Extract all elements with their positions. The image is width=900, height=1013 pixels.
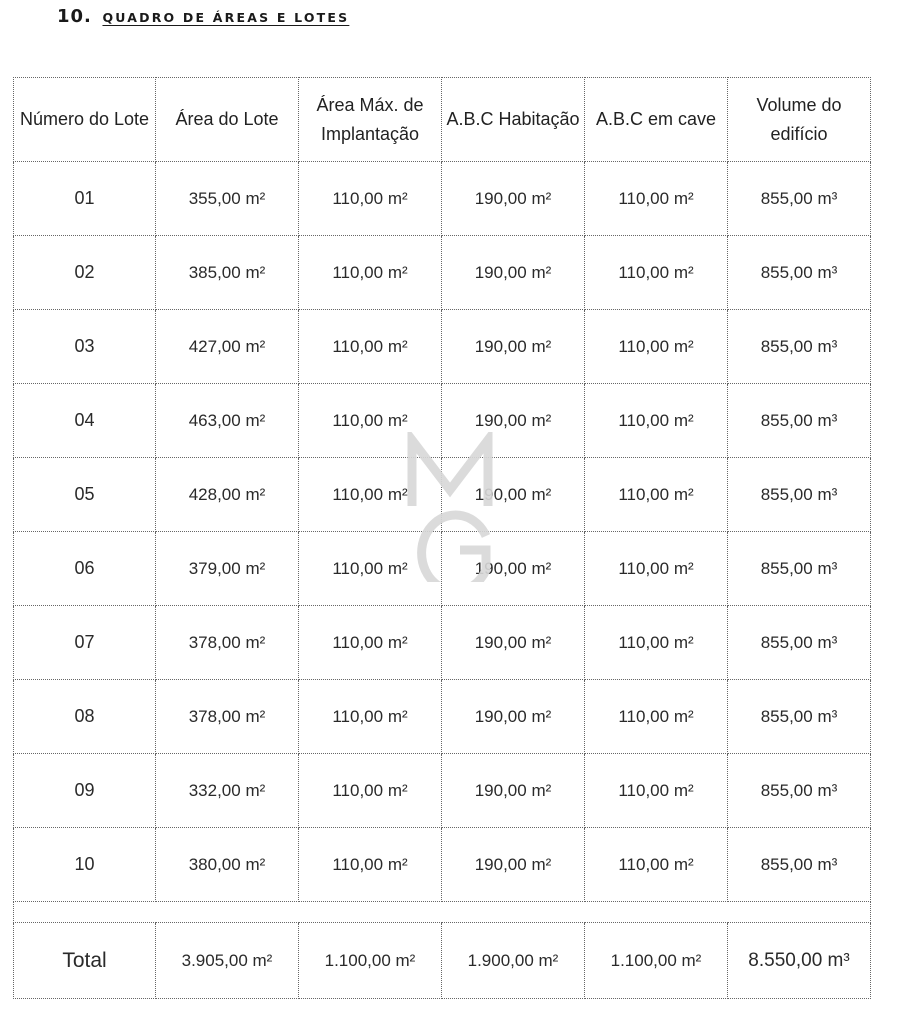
max-implantation-cell: 110,00 m² xyxy=(299,310,442,384)
table-row xyxy=(14,310,871,384)
spacer-row xyxy=(14,902,871,923)
abc-cave-cell: 110,00 m² xyxy=(585,532,728,606)
total-label: Total xyxy=(14,923,156,999)
table-row xyxy=(14,162,871,236)
abc-habitation-cell: 190,00 m² xyxy=(442,162,585,236)
abc-habitation-cell: 190,00 m² xyxy=(442,236,585,310)
abc-habitation-cell: 190,00 m² xyxy=(442,532,585,606)
building-volume-cell: 855,00 m³ xyxy=(728,236,871,310)
lot-area-cell: 427,00 m² xyxy=(156,310,299,384)
building-volume-cell: 855,00 m³ xyxy=(728,754,871,828)
abc-cave-cell: 110,00 m² xyxy=(585,236,728,310)
table-row xyxy=(14,606,871,680)
abc-cave-cell: 110,00 m² xyxy=(585,384,728,458)
abc-cave-cell: 110,00 m² xyxy=(585,754,728,828)
table-row xyxy=(14,532,871,606)
abc-habitation-cell: 190,00 m² xyxy=(442,680,585,754)
header-abc-cave: A.B.C em cave xyxy=(585,78,728,162)
total-building-volume: 8.550,00 m³ xyxy=(728,923,871,999)
building-volume-cell: 855,00 m³ xyxy=(728,310,871,384)
section-number: 10. xyxy=(57,6,92,27)
header-lot-number: Número do Lote xyxy=(14,78,156,162)
table-row xyxy=(14,680,871,754)
max-implantation-cell: 110,00 m² xyxy=(299,532,442,606)
max-implantation-cell: 110,00 m² xyxy=(299,458,442,532)
header-row xyxy=(14,78,871,162)
total-abc-habitation: 1.900,00 m² xyxy=(442,923,585,999)
abc-habitation-cell: 190,00 m² xyxy=(442,458,585,532)
lot-area-cell: 385,00 m² xyxy=(156,236,299,310)
abc-habitation-cell: 190,00 m² xyxy=(442,754,585,828)
building-volume-cell: 855,00 m³ xyxy=(728,162,871,236)
total-abc-cave: 1.100,00 m² xyxy=(585,923,728,999)
table-row xyxy=(14,236,871,310)
building-volume-cell: 855,00 m³ xyxy=(728,680,871,754)
building-volume-cell: 855,00 m³ xyxy=(728,606,871,680)
header-abc-habitation: A.B.C Habitação xyxy=(442,78,585,162)
abc-cave-cell: 110,00 m² xyxy=(585,828,728,902)
abc-cave-cell: 110,00 m² xyxy=(585,310,728,384)
abc-habitation-cell: 190,00 m² xyxy=(442,828,585,902)
header-building-volume: Volume do edifício xyxy=(728,78,871,162)
total-row xyxy=(14,923,871,999)
lot-number-cell: 10 xyxy=(14,828,156,902)
lot-number-cell: 07 xyxy=(14,606,156,680)
total-lot-area: 3.905,00 m² xyxy=(156,923,299,999)
abc-cave-cell: 110,00 m² xyxy=(585,162,728,236)
max-implantation-cell: 110,00 m² xyxy=(299,754,442,828)
lot-area-cell: 332,00 m² xyxy=(156,754,299,828)
lot-area-cell: 355,00 m² xyxy=(156,162,299,236)
lot-area-cell: 378,00 m² xyxy=(156,606,299,680)
max-implantation-cell: 110,00 m² xyxy=(299,236,442,310)
table-row xyxy=(14,754,871,828)
lot-number-cell: 08 xyxy=(14,680,156,754)
lot-number-cell: 02 xyxy=(14,236,156,310)
abc-cave-cell: 110,00 m² xyxy=(585,606,728,680)
lot-area-cell: 380,00 m² xyxy=(156,828,299,902)
max-implantation-cell: 110,00 m² xyxy=(299,828,442,902)
table-row xyxy=(14,384,871,458)
lot-number-cell: 03 xyxy=(14,310,156,384)
abc-habitation-cell: 190,00 m² xyxy=(442,384,585,458)
building-volume-cell: 855,00 m³ xyxy=(728,384,871,458)
table-row xyxy=(14,458,871,532)
building-volume-cell: 855,00 m³ xyxy=(728,458,871,532)
building-volume-cell: 855,00 m³ xyxy=(728,828,871,902)
spacer-cell xyxy=(14,902,871,923)
lot-area-cell: 378,00 m² xyxy=(156,680,299,754)
abc-habitation-cell: 190,00 m² xyxy=(442,606,585,680)
lot-number-cell: 01 xyxy=(14,162,156,236)
max-implantation-cell: 110,00 m² xyxy=(299,162,442,236)
section-title: QUADRO DE ÁREAS E LOTES xyxy=(102,10,350,25)
building-volume-cell: 855,00 m³ xyxy=(728,532,871,606)
max-implantation-cell: 110,00 m² xyxy=(299,606,442,680)
section-heading xyxy=(57,6,349,27)
total-max-implantation: 1.100,00 m² xyxy=(299,923,442,999)
table-row xyxy=(14,828,871,902)
lot-number-cell: 05 xyxy=(14,458,156,532)
max-implantation-cell: 110,00 m² xyxy=(299,384,442,458)
lot-area-cell: 463,00 m² xyxy=(156,384,299,458)
lot-number-cell: 09 xyxy=(14,754,156,828)
areas-lots-table xyxy=(13,77,871,999)
header-max-implantation: Área Máx. de Implantação xyxy=(299,78,442,162)
lot-area-cell: 428,00 m² xyxy=(156,458,299,532)
abc-cave-cell: 110,00 m² xyxy=(585,680,728,754)
lot-area-cell: 379,00 m² xyxy=(156,532,299,606)
max-implantation-cell: 110,00 m² xyxy=(299,680,442,754)
abc-habitation-cell: 190,00 m² xyxy=(442,310,585,384)
lot-number-cell: 06 xyxy=(14,532,156,606)
lot-number-cell: 04 xyxy=(14,384,156,458)
abc-cave-cell: 110,00 m² xyxy=(585,458,728,532)
header-lot-area: Área do Lote xyxy=(156,78,299,162)
